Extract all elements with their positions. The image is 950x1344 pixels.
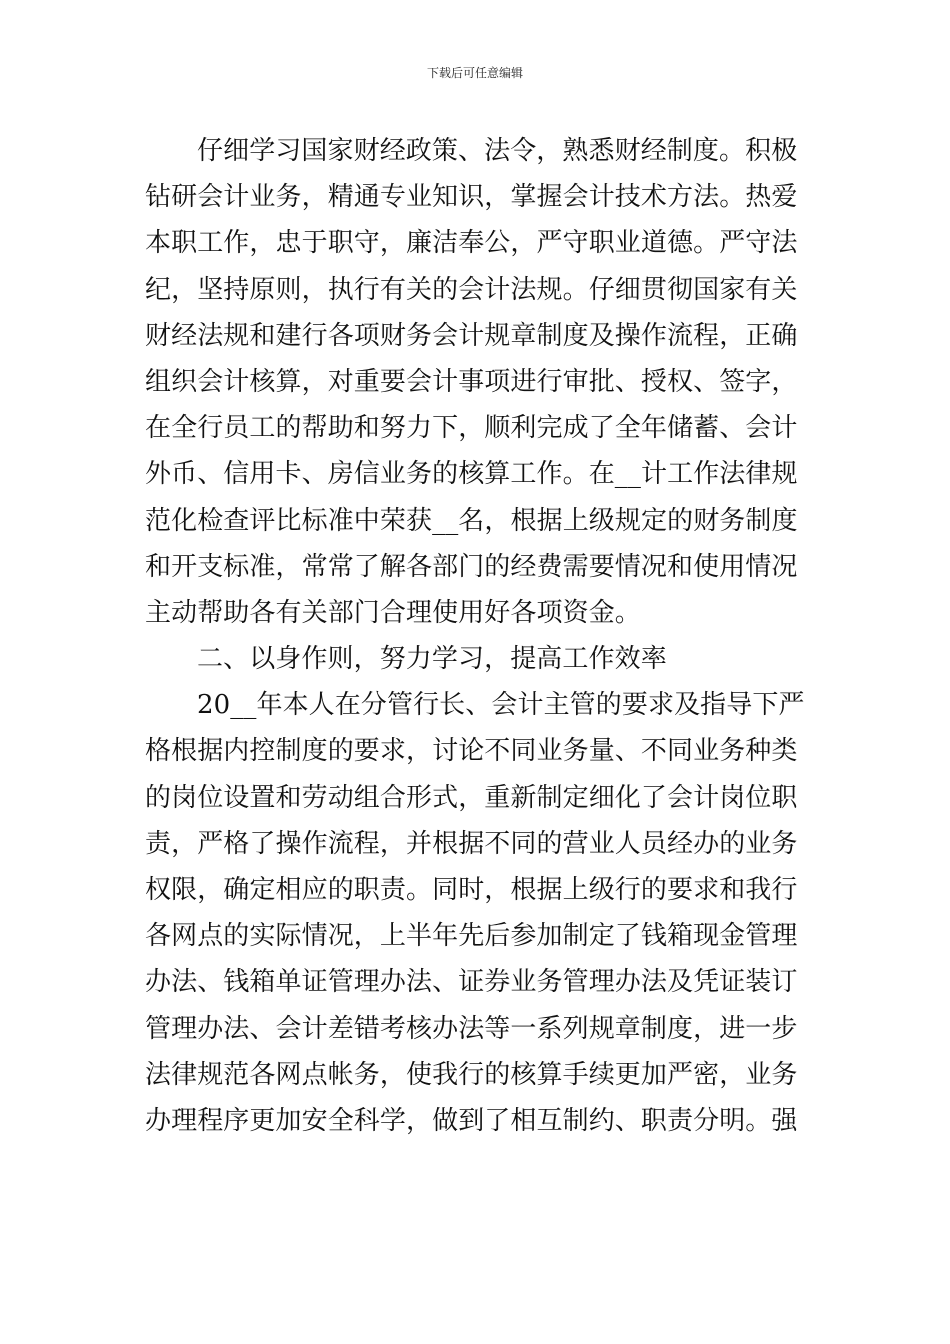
paragraph-line-15: 责，严格了操作流程，并根据不同的营业人员经办的业务 [145,828,798,859]
paragraph-line-17: 各网点的实际情况，上半年先后参加制定了钱箱现金管理 [145,921,798,952]
paragraph-line-12: 20__年本人在分管行长、会计主管的要求及指导下严 [197,690,805,721]
paragraph-line-21: 办理程序更加安全科学，做到了相互制约、职责分明。强 [145,1105,798,1136]
paragraph-line-7: 在全行员工的帮助和努力下，顺利完成了全年储蓄、会计 [145,413,798,444]
paragraph-line-3: 本职工作，忠于职守，廉洁奉公，严守职业道德。严守法 [145,228,798,259]
page-header-note: 下载后可任意编辑 [426,66,523,80]
paragraph-line-20: 法律规范各网点帐务，使我行的核算手续更加严密，业务 [145,1059,798,1090]
paragraph-line-9: 范化检查评比标准中荣获__名，根据上级规定的财务制度 [145,505,798,536]
paragraph-line-1: 仔细学习国家财经政策、法令，熟悉财经制度。积极 [197,136,798,166]
paragraph-line-2: 钻研会计业务，精通专业知识，掌握会计技术方法。热爱 [145,182,798,213]
paragraph-line-13: 格根据内控制度的要求，讨论不同业务量、不同业务种类 [145,736,798,767]
paragraph-line-4: 纪，坚持原则，执行有关的会计法规。仔细贯彻国家有关 [145,274,798,305]
paragraph-line-8: 外币、信用卡、房信业务的核算工作。在__计工作法律规 [145,459,798,490]
paragraph-line-6: 组织会计核算，对重要会计事项进行审批、授权、签字， [145,366,798,397]
paragraph-line-5: 财经法规和建行各项财务会计规章制度及操作流程，正确 [145,320,798,351]
section-heading: 二、以身作则，努力学习，提高工作效率 [197,644,667,675]
paragraph-line-19: 管理办法、会计差错考核办法等一系列规章制度，进一步 [145,1013,798,1044]
paragraph-line-10: 和开支标准，常常了解各部门的经费需要情况和使用情况 [145,551,798,582]
paragraph-line-14: 的岗位设置和劳动组合形式，重新制定细化了会计岗位职 [145,782,798,813]
paragraph-line-18: 办法、钱箱单证管理办法、证券业务管理办法及凭证装订 [145,967,798,998]
paragraph-line-16: 权限，确定相应的职责。同时，根据上级行的要求和我行 [145,875,798,905]
document-body [145,128,807,1144]
paragraph-line-11: 主动帮助各有关部门合理使用好各项资金。 [145,597,641,628]
